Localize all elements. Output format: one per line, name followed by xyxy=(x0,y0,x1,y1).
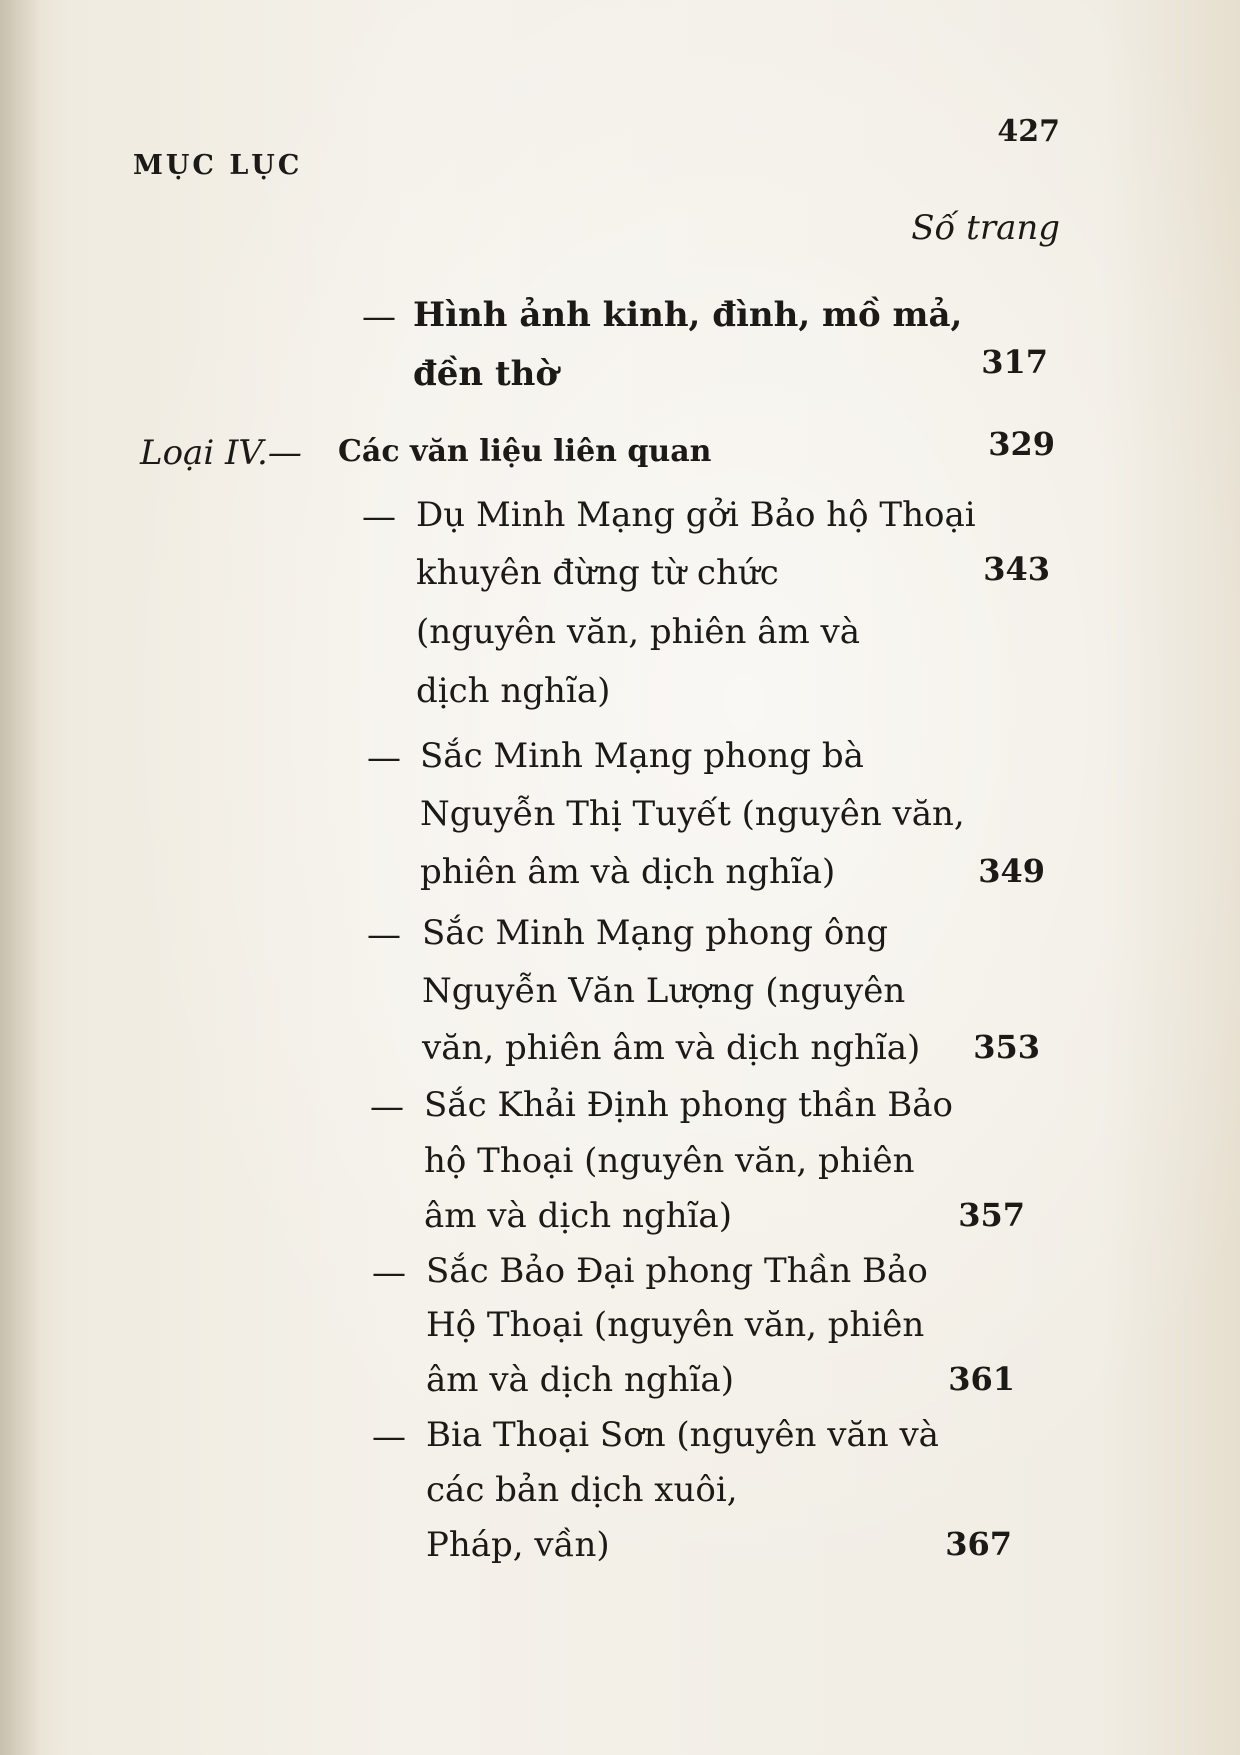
entry-line: Bia Thoại Sơn (nguyên văn và xyxy=(426,1415,939,1455)
entry-dash: — xyxy=(372,1253,406,1293)
section-label: Loại IV.— xyxy=(140,433,302,473)
entry-line: đền thờ xyxy=(413,354,559,394)
entry-dash: — xyxy=(367,915,401,955)
page-column-heading: Số trang xyxy=(911,208,1060,248)
entry-line: Hộ Thoại (nguyên văn, phiên xyxy=(426,1305,925,1345)
page-number: 427 xyxy=(997,114,1060,149)
entry-page-number: 367 xyxy=(945,1525,1012,1563)
entry-line: âm và dịch nghĩa) xyxy=(426,1360,734,1400)
entry-line: (nguyên văn, phiên âm và xyxy=(416,612,861,652)
entry-line: Hình ảnh kinh, đình, mồ mả, xyxy=(413,295,963,335)
entry-page-number: 361 xyxy=(948,1360,1015,1398)
running-header-title: MỤC LỤC xyxy=(133,150,303,181)
entry-line: Sắc Minh Mạng phong bà xyxy=(420,736,864,776)
entry-dash: — xyxy=(362,497,396,537)
section-page-number: 329 xyxy=(988,425,1055,463)
entry-page-number: 349 xyxy=(978,852,1045,890)
entry-line: âm và dịch nghĩa) xyxy=(424,1196,732,1236)
entry-page-number: 353 xyxy=(973,1028,1040,1066)
entry-line: Nguyễn Thị Tuyết (nguyên văn, xyxy=(420,794,965,834)
entry-dash: — xyxy=(370,1087,404,1127)
entry-dash: — xyxy=(362,297,396,337)
entry-line: dịch nghĩa) xyxy=(416,671,611,711)
entry-line: khuyên đừng từ chức xyxy=(416,553,779,593)
entry-line: Sắc Khải Định phong thần Bảo xyxy=(424,1085,954,1125)
entry-line: văn, phiên âm và dịch nghĩa) xyxy=(422,1028,921,1068)
entry-line: hộ Thoại (nguyên văn, phiên xyxy=(424,1141,915,1181)
entry-line: Nguyễn Văn Lượng (nguyên xyxy=(422,971,906,1011)
entry-line: Dụ Minh Mạng gởi Bảo hộ Thoại xyxy=(416,495,976,535)
entry-line: Sắc Minh Mạng phong ông xyxy=(422,913,888,953)
entry-page-number: 343 xyxy=(983,550,1050,588)
entry-line: các bản dịch xuôi, xyxy=(426,1470,738,1510)
entry-line: phiên âm và dịch nghĩa) xyxy=(420,852,836,892)
entry-dash: — xyxy=(367,738,401,778)
entry-line: Sắc Bảo Đại phong Thần Bảo xyxy=(426,1251,928,1291)
page-edge-shadow xyxy=(0,0,40,1755)
section-title: Các văn liệu liên quan xyxy=(338,434,712,469)
entry-page-number: 317 xyxy=(981,343,1048,381)
entry-line: Pháp, vần) xyxy=(426,1525,610,1565)
entry-dash: — xyxy=(372,1417,406,1457)
entry-page-number: 357 xyxy=(958,1196,1025,1234)
